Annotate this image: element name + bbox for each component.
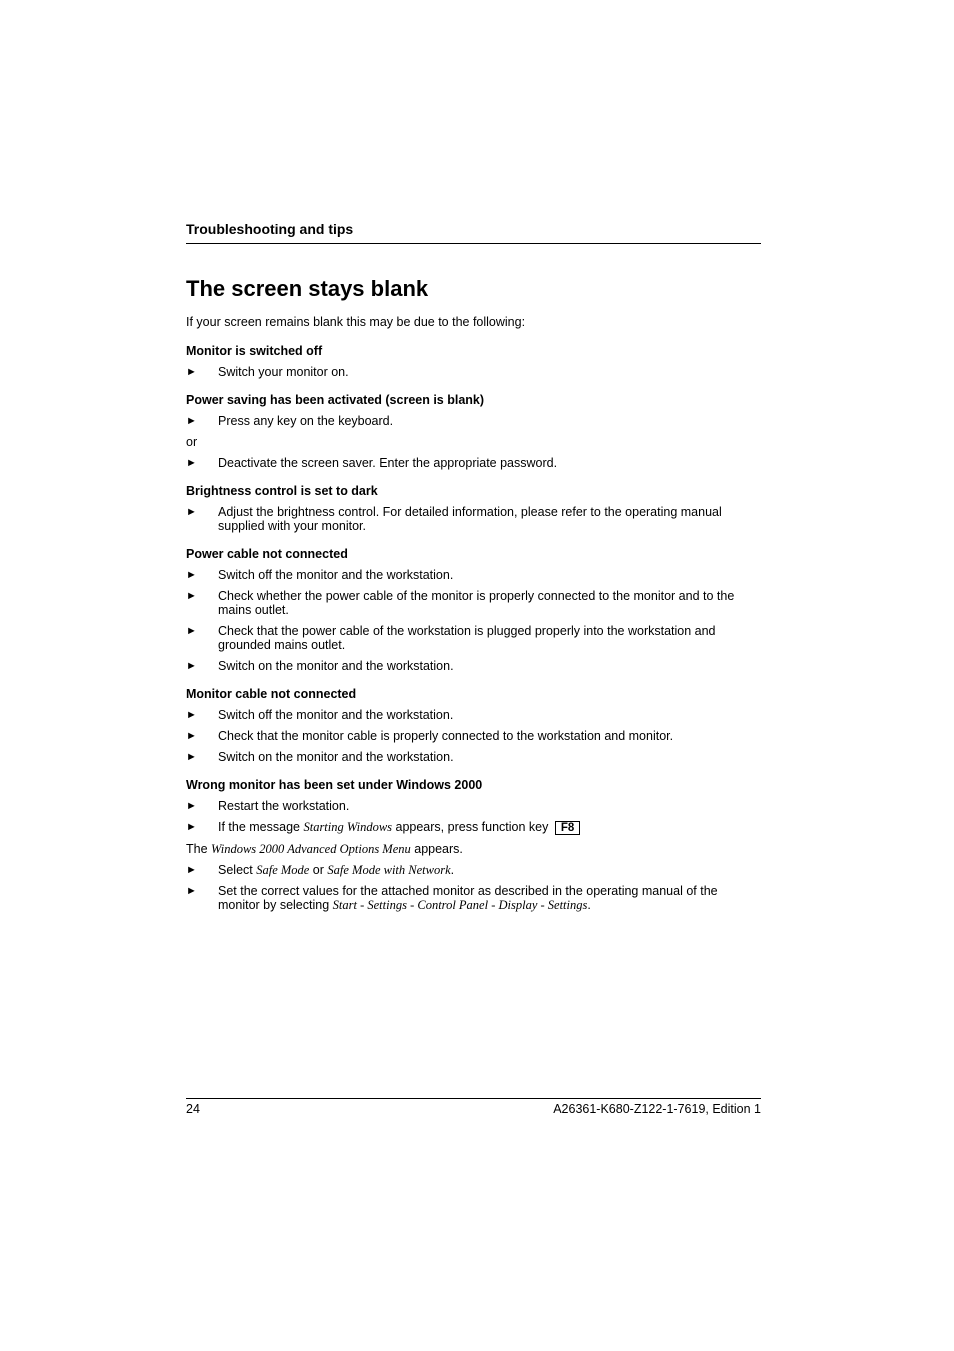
section-heading: Brightness control is set to dark [186,484,378,498]
list-item [186,884,761,912]
section-heading: Power saving has been activated (screen is blank) [186,393,485,407]
arrow-bullet-icon: ► [186,506,197,518]
running-header: Troubleshooting and tips [186,220,761,244]
arrow-bullet-icon: ► [186,730,197,742]
text-fragment: The [186,842,212,856]
list-item [186,456,761,470]
f8-key-label: F8 [555,821,580,835]
step-text [218,863,761,877]
text-fragment: or [309,863,328,877]
menu-path: Start - Settings - Control Panel - Display - Settings [332,898,588,912]
section-heading: Monitor is switched off [186,344,323,358]
list-item [186,589,761,617]
step-text: Switch off the monitor and the workstation. [218,568,454,582]
text-fragment: appears. [410,842,463,856]
step-text: Check whether the power cable of the monitor is properly connected to the monitor and to the mains outlet. [218,589,735,617]
step-text [218,820,761,835]
step-text: Check that the monitor cable is properly connected to the workstation and monitor. [218,729,674,743]
text-fragment: If the message [218,820,304,834]
list-item [186,414,761,428]
section-heading: Monitor cable not connected [186,687,357,701]
arrow-bullet-icon: ► [186,800,197,812]
list-item [186,820,761,835]
list-item [186,568,761,582]
menu-name: Windows 2000 Advanced Options Menu [211,842,411,856]
list-item [186,799,761,813]
mode-name: Safe Mode [256,863,310,877]
list-item [186,750,761,764]
page-title: The screen stays blank [186,276,429,301]
step-text: Deactivate the screen saver. Enter the appropriate password. [218,456,558,470]
or-text: or [186,435,198,449]
section-heading: Power cable not connected [186,547,348,561]
arrow-bullet-icon: ► [186,569,197,581]
page-footer [186,1098,761,1116]
arrow-bullet-icon: ► [186,366,197,378]
arrow-bullet-icon: ► [186,885,197,897]
step-text: Switch on the monitor and the workstation. [218,750,454,764]
list-item [186,624,761,652]
intro-text: If your screen remains blank this may be due to the following: [186,315,526,329]
step-text [218,884,761,912]
list-item [186,729,761,743]
arrow-bullet-icon: ► [186,457,197,469]
document-id: A26361-K680-Z122-1-7619, Edition 1 [553,1102,761,1116]
list-item [186,708,761,722]
page-content [186,220,761,912]
step-text: Restart the workstation. [218,799,350,813]
arrow-bullet-icon: ► [186,415,197,427]
arrow-bullet-icon: ► [186,590,197,602]
arrow-bullet-icon: ► [186,821,197,833]
step-text: Switch your monitor on. [218,365,349,379]
list-item [186,365,761,379]
step-text: Adjust the brightness control. For detailed information, please refer to the operating manual supplied with your monitor. [218,505,722,533]
step-text: Switch on the monitor and the workstation. [218,659,454,673]
text-fragment: . [450,863,455,877]
step-text: Check that the power cable of the workstation is plugged properly into the workstation and grounded mains outlet. [218,624,716,652]
mode-name: Safe Mode with Network [327,863,451,877]
list-item [186,863,761,877]
list-item [186,505,761,533]
message-name: Starting Windows [303,820,393,834]
arrow-bullet-icon: ► [186,709,197,721]
arrow-bullet-icon: ► [186,751,197,763]
note-text [186,842,761,856]
step-text: Switch off the monitor and the workstation. [218,708,454,722]
step-text: Press any key on the keyboard. [218,414,394,428]
list-item [186,659,761,673]
arrow-bullet-icon: ► [186,625,197,637]
text-fragment: Set the correct values for the attached monitor as described in the operating manual of the monitor by selecting [218,884,718,912]
arrow-bullet-icon: ► [186,660,197,672]
section-heading: Wrong monitor has been set under Windows 2000 [186,778,483,792]
page-number: 24 [186,1102,200,1116]
arrow-bullet-icon: ► [186,864,197,876]
text-fragment: Select [218,863,257,877]
text-fragment: appears, press function key [392,820,549,834]
text-fragment: . [587,898,591,912]
